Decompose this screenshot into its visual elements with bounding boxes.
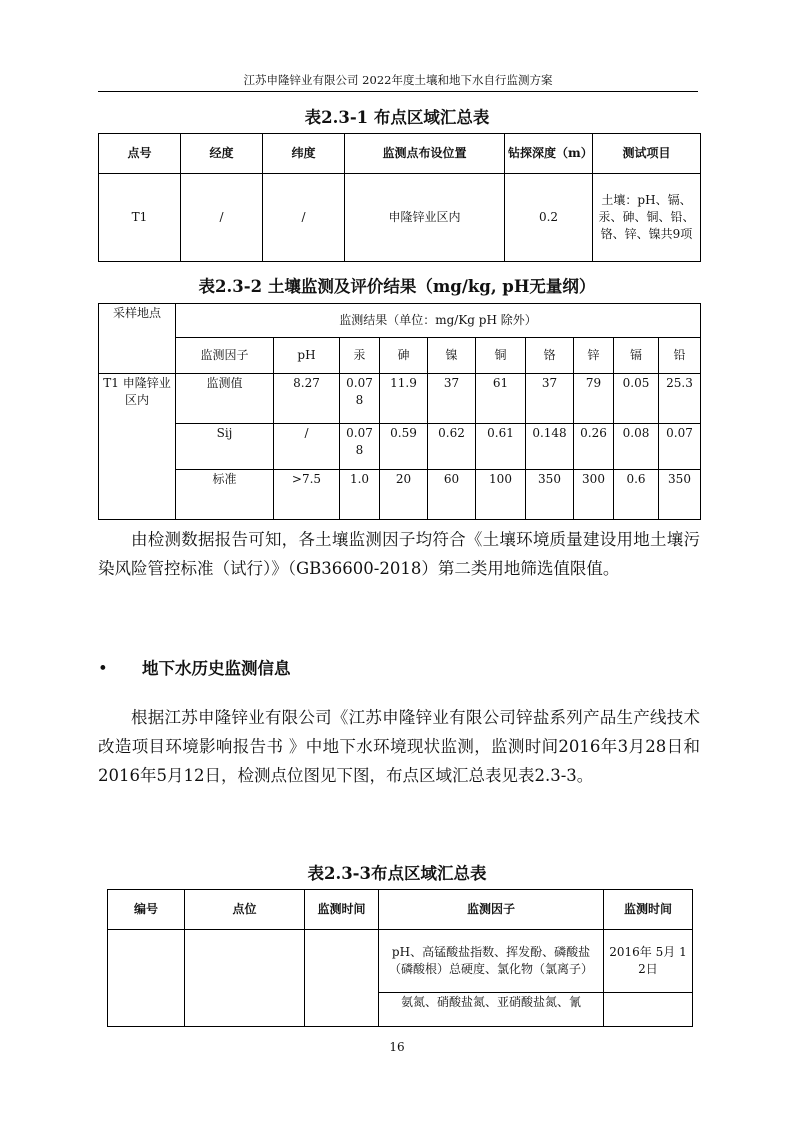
table2-cell: 20 bbox=[380, 470, 428, 520]
table1-header-lon: 经度 bbox=[181, 134, 263, 174]
table2-cell: 61 bbox=[476, 374, 526, 424]
table2-cell: 11.9 bbox=[380, 374, 428, 424]
table2-caption: 表2.3-2 土壤监测及评价结果（mg/kg, pH无量纲） bbox=[198, 277, 596, 296]
table3-header-id: 编号 bbox=[108, 890, 185, 930]
table2-cell: 25.3 bbox=[659, 374, 701, 424]
table3-header-time2: 监测时间 bbox=[604, 890, 693, 930]
table1-caption: 表2.3-1 布点区域汇总表 bbox=[304, 108, 490, 127]
table1-header-items: 测试项目 bbox=[593, 134, 701, 174]
table2-cell: 0.61 bbox=[476, 424, 526, 470]
table2-cell: / bbox=[274, 424, 340, 470]
table2-cell: 37 bbox=[428, 374, 476, 424]
table3-cell-factor: 氨氮、硝酸盐氮、亚硝酸盐氮、氰 bbox=[379, 993, 604, 1027]
table2-cell: 0.078 bbox=[340, 424, 380, 470]
table3-header-time: 监测时间 bbox=[305, 890, 379, 930]
table2-cell: 8.27 bbox=[274, 374, 340, 424]
table2-factor: 铅 bbox=[659, 338, 701, 374]
table2-corner: 采样地点 bbox=[99, 304, 176, 374]
table2-cell: >7.5 bbox=[274, 470, 340, 520]
page-header: 江苏申隆锌业有限公司 2022年度土壤和地下水自行监测方案 bbox=[98, 72, 698, 92]
table2-cell: 0.148 bbox=[526, 424, 574, 470]
section-heading: 地下水历史监测信息 bbox=[142, 659, 291, 678]
table2-cell: 0.26 bbox=[574, 424, 614, 470]
table2-factor: 铜 bbox=[476, 338, 526, 374]
table1-cell-depth: 0.2 bbox=[505, 174, 593, 262]
table2-cell: 350 bbox=[526, 470, 574, 520]
table3-cell-id bbox=[108, 930, 185, 1027]
table1-header-depth: 钻探深度（m） bbox=[505, 134, 593, 174]
table1-cell-lon: / bbox=[181, 174, 263, 262]
table3-cell-factor: pH、高锰酸盐指数、挥发酚、磷酸盐（磷酸根）总硬度、氯化物（氯离子） bbox=[379, 930, 604, 993]
table2-factor: 镍 bbox=[428, 338, 476, 374]
table2-cell: 300 bbox=[574, 470, 614, 520]
table2-cell: 0.05 bbox=[614, 374, 659, 424]
table1 bbox=[98, 133, 701, 262]
table2-cell: 60 bbox=[428, 470, 476, 520]
table2-factor: 砷 bbox=[380, 338, 428, 374]
conclusion-paragraph: 由检测数据报告可知，各土壤监测因子均符合《土壤环境质量建设用地土壤污染风险管控标准（试行）》（GB36600-2018）第二类用地筛选值限值。 bbox=[98, 530, 700, 578]
table1-header-id: 点号 bbox=[99, 134, 181, 174]
table3-header-point: 点位 bbox=[185, 890, 305, 930]
table2-factor: 锌 bbox=[574, 338, 614, 374]
page-number: 16 bbox=[389, 1040, 405, 1054]
table2-cell: 0.59 bbox=[380, 424, 428, 470]
table2-factor: 镉 bbox=[614, 338, 659, 374]
table2-factor: 铬 bbox=[526, 338, 574, 374]
groundwater-paragraph: 根据江苏申隆锌业有限公司《江苏申隆锌业有限公司锌盐系列产品生产线技术改造项目环境影响报告书 》中地下水环境现状监测，监测时间2016年3月28日和2016年5月12日，检测点位图见下图，布点区域汇总表见表2.3-3。 bbox=[98, 708, 700, 785]
table2-row-label: Sij bbox=[176, 424, 274, 470]
table3 bbox=[107, 889, 693, 1027]
table2-factor-label: 监测因子 bbox=[176, 338, 274, 374]
table3-caption: 表2.3-3布点区域汇总表 bbox=[307, 864, 487, 883]
table2-site: T1 申隆锌业区内 bbox=[99, 374, 176, 520]
table2-group-header: 监测结果（单位：mg/Kg pH 除外） bbox=[176, 304, 701, 338]
table2-cell: 0.07 bbox=[659, 424, 701, 470]
table3-cell-point bbox=[185, 930, 305, 1027]
table3-cell-time bbox=[305, 930, 379, 1027]
table3-header-factor: 监测因子 bbox=[379, 890, 604, 930]
table1-cell-id: T1 bbox=[99, 174, 181, 262]
table2-cell: 0.08 bbox=[614, 424, 659, 470]
table1-header-location: 监测点布设位置 bbox=[345, 134, 505, 174]
table2-cell: 350 bbox=[659, 470, 701, 520]
table3-cell-date bbox=[604, 993, 693, 1027]
table2-cell: 0.62 bbox=[428, 424, 476, 470]
table2-cell: 0.6 bbox=[614, 470, 659, 520]
table1-cell-items: 土壤：pH、镉、汞、砷、铜、铅、铬、锌、镍共9项 bbox=[593, 174, 701, 262]
table1-header-lat: 纬度 bbox=[263, 134, 345, 174]
table2-factor: pH bbox=[274, 338, 340, 374]
table2-factor: 汞 bbox=[340, 338, 380, 374]
table2-row-label: 标准 bbox=[176, 470, 274, 520]
bullet-mark: • bbox=[98, 659, 108, 678]
table1-cell-location: 申隆锌业区内 bbox=[345, 174, 505, 262]
table2 bbox=[98, 303, 701, 520]
table1-cell-lat: / bbox=[263, 174, 345, 262]
table2-cell: 100 bbox=[476, 470, 526, 520]
table3-cell-date: 2016年 5月 12日 bbox=[604, 930, 693, 993]
table2-cell: 37 bbox=[526, 374, 574, 424]
table2-cell: 0.078 bbox=[340, 374, 380, 424]
table2-cell: 79 bbox=[574, 374, 614, 424]
table2-row-label: 监测值 bbox=[176, 374, 274, 424]
table2-cell: 1.0 bbox=[340, 470, 380, 520]
section-bullet bbox=[98, 655, 291, 679]
